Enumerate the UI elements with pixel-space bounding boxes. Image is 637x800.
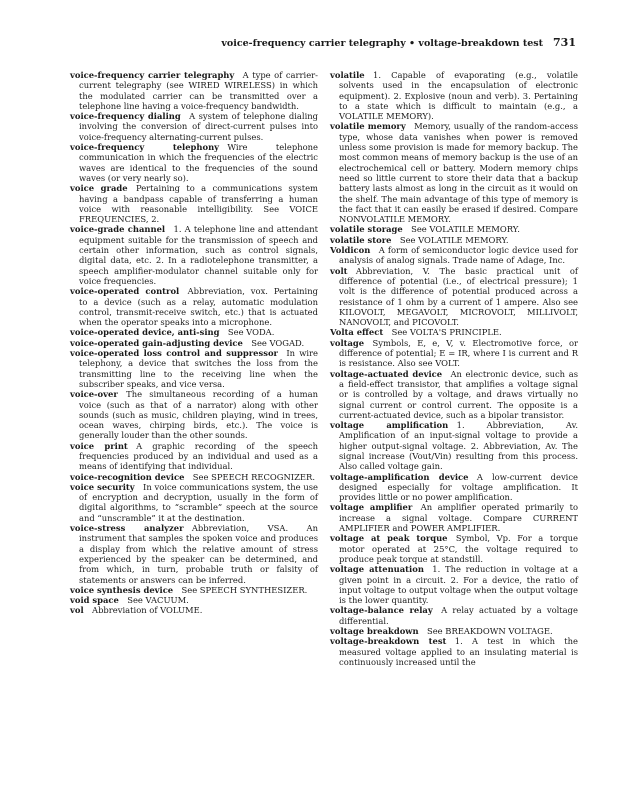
entry-term: voltage (330, 337, 365, 348)
dictionary-entry (70, 441, 318, 472)
dictionary-entry (70, 286, 318, 327)
entry-term: voice-frequency telephony (70, 142, 220, 153)
entry-term: voice grade (70, 183, 128, 194)
entry-term: voice-frequency dialing (70, 111, 181, 122)
entry-term: voice print (70, 440, 128, 451)
entry-definition: 1. The reduction in voltage at a given point in a circuit. 2. For a device, the ratio of input voltage to output voltage when the output voltage is the lower quantity. (339, 564, 578, 606)
entry-term: voltage attenuation (330, 564, 424, 575)
dictionary-entry (330, 564, 578, 605)
entry-term: voice-operated device, anti-sing (70, 327, 220, 338)
dictionary-entry (70, 142, 318, 183)
entry-definition: See VACUUM. (127, 595, 189, 606)
entry-definition: 1. A telephone line and attendant equipment suitable for the transmission of speech and certain other information, such as control signals, digital data, etc. 2. In a radiotelephone transmitter, a speech amplifier-modulator channel suitable only for voice frequencies. (79, 224, 318, 286)
entry-term: volatile memory (330, 121, 406, 132)
entry-term: voltage-breakdown test (330, 636, 447, 647)
entry-term: voice-operated loss control and suppressor (70, 348, 278, 359)
entry-term: void space (70, 595, 119, 606)
entry-definition: See VOLTA'S PRINCIPLE. (391, 327, 502, 338)
entry-definition: Abbreviation, VSA. An instrument that samples the spoken voice and produces a display from which the relative amount of stress experienced by the speaker can be determined, and from which, in turn, probable truth or falsity of statements or answers can be inferred. (79, 523, 318, 585)
entry-term: volatile (330, 70, 365, 80)
entry-term: voice-grade channel (70, 224, 166, 235)
dictionary-entry (330, 70, 578, 121)
entry-definition: See VOLATILE MEMORY. (411, 224, 520, 235)
entry-definition: A system of telephone dialing involving the conversion of direct-current pulses into voice-frequency alternating-current pulses. (79, 111, 318, 142)
entry-term: voice-recognition device (70, 471, 185, 482)
dictionary-entry (70, 595, 318, 605)
dictionary-entry (330, 121, 578, 224)
dictionary-entry (330, 235, 578, 245)
dictionary-entry (330, 533, 578, 564)
dictionary-entry (330, 420, 578, 471)
entry-definition: An electronic device, such as a field-effect transistor, that amplifies a voltage signal or is controlled by a voltage, and draws virtually no signal current or control current. The opposite is a current-actuated device, such as a bipolar transistor. (339, 368, 578, 420)
dictionary-entry (330, 266, 578, 328)
entry-definition: See SPEECH SYNTHESIZER. (181, 584, 308, 595)
entry-definition: The simultaneous recording of a human voice (such as that of a narrator) along with other sounds (such as music, children playing, wind in trees, ocean waves, chirping birds, etc.). The voice is generally louder than the other sounds. (79, 389, 318, 441)
right-column (330, 70, 578, 667)
dictionary-entry (330, 626, 578, 636)
entry-definition: A type of carrier-current telegraphy (see WIRED WIRELESS) in which the modulated carrier can be transmitted over a telephone line having a voice-frequency bandwidth. (79, 70, 318, 111)
entry-definition: 1. A test in which the measured voltage applied to an insulating material is continuously increased until the (339, 636, 578, 667)
entry-definition: Symbols, E, e, V, v. Electromotive force, or difference of potential; E = IR, where I is current and R is resistance. Also see VOLT. (339, 337, 578, 369)
entry-definition: See BREAKDOWN VOLTAGE. (426, 626, 553, 637)
entry-definition: An amplifier operated primarily to increase a signal voltage. Compare CURRENT AMPLIFIER and POWER AMPLIFIER. (339, 502, 578, 534)
dictionary-entry (70, 327, 318, 337)
dictionary-entry (70, 183, 318, 224)
entry-definition: See SPEECH RECOGNIZER. (192, 471, 315, 482)
entry-term: volatile store (330, 234, 392, 245)
entry-definition: Wire telephone communication in which the frequencies of the electric waves are identical to the frequencies of the sound waves (or very nearly so). (79, 142, 318, 183)
entry-definition: Abbreviation of VOLUME. (92, 605, 203, 616)
entry-term: voltage breakdown (330, 626, 419, 637)
entry-term: voice security (70, 481, 135, 492)
entry-term: voice-operated gain-adjusting device (70, 337, 243, 348)
entry-definition: 1. Abbreviation, Av. Amplification of an input-signal voltage to provide a higher output-signal voltage. 2. Abbreviation, Av. The signal increase (Vout/Vin) resulting from this process. Also called voltage gain. (339, 420, 578, 472)
entry-term: voltage amplifier (330, 502, 413, 513)
dictionary-entry (330, 369, 578, 420)
dictionary-entry (330, 224, 578, 234)
entry-term: voltage-amplification device (330, 471, 469, 482)
running-header (70, 36, 576, 49)
entry-term: voltage amplification (330, 420, 449, 431)
dictionary-entry (330, 338, 578, 369)
entry-definition: A relay actuated by a voltage differential. (339, 605, 578, 626)
entry-definition: Abbreviation, vox. Pertaining to a device (such as a relay, automatic modulation control, transmit-receive switch, etc.) that is actuated when the operator speaks into a microphone. (79, 286, 318, 328)
dictionary-entry (70, 224, 318, 286)
entry-term: volatile storage (330, 224, 403, 235)
entry-definition: Memory, usually of the random-access type, whose data vanishes when power is removed unless some provision is made for memory backup. The most common means of memory backup is the use of an electrochemical cell or battery. Modern memory chips need so little current to store their data that a backup battery lasts almost as long in the circuit as it would on the shelf. The main advantage of this type of memory is the fact that it can easily be erased if desired. Compare NONVOLATILE MEMORY. (339, 121, 579, 225)
left-column (70, 70, 318, 616)
entry-term: voice-stress analyzer (70, 523, 184, 534)
entry-definition: A form of semiconductor logic device used for analysis of analog signals. Trade name of Adage, Inc. (339, 245, 578, 266)
entry-term: voltage at peak torque (330, 533, 448, 544)
dictionary-entry (70, 348, 318, 389)
entry-term: Voldicon (330, 245, 371, 256)
entry-definition: 1. Capable of evaporating (e.g., volatile solvents used in the encapsulation of electronic equipment). 2. Explosive (noun and verb). 3. Pertaining to a state which is difficult to maintain (e.g., a VOLATILE MEMORY). (339, 70, 578, 122)
entry-definition: See VODA. (227, 327, 275, 338)
entry-term: voltage-actuated device (330, 368, 443, 379)
entry-definition: See VOGAD. (251, 337, 305, 348)
dictionary-entry (330, 327, 578, 337)
dictionary-entry (330, 636, 578, 667)
dictionary-entry (330, 502, 578, 533)
dictionary-entry (70, 472, 318, 482)
entry-term: voice-over (70, 389, 118, 400)
entry-definition: Symbol, Vp. For a torque motor operated at 25°C, the voltage required to produce peak torque at standstill. (339, 533, 579, 564)
entry-term: voice-frequency carrier telegraphy (70, 70, 235, 80)
dictionary-entry (70, 605, 318, 615)
entry-term: voice-operated control (70, 286, 180, 297)
entry-definition: In wire telephony, a device that switches the loss from the transmitting line to the receiving line when the subscriber speaks, and vice versa. (79, 348, 318, 389)
dictionary-entry (70, 111, 318, 142)
entry-definition: Pertaining to a communications system having a bandpass capable of transferring a human voice with reasonable intelligibility. See VOICE FREQUENCIES, 2. (79, 183, 318, 225)
dictionary-entry (70, 70, 318, 111)
entry-term: volt (330, 265, 348, 276)
entry-term: voice synthesis device (70, 584, 174, 595)
entry-term: Volta effect (330, 327, 384, 338)
dictionary-entry (330, 605, 578, 626)
entry-definition: See VOLATILE MEMORY. (399, 234, 509, 245)
entry-definition: A low-current device designed especially for voltage amplification. It provides little or no power amplification. (339, 471, 579, 503)
entry-term: vol (70, 605, 84, 616)
dictionary-entry (70, 585, 318, 595)
dictionary-entry (330, 245, 578, 266)
header-title: voice-frequency carrier telegraphy • voltage-breakdown test (221, 38, 544, 49)
page-number: 731 (553, 36, 576, 49)
dictionary-entry (330, 472, 578, 503)
entry-definition: Abbreviation, V. The basic practical unit of difference of potential (i.e., of electrical pressure); 1 volt is the difference of potential produced across a resistance of 1 ohm by a current of 1 ampere. Also see KILOVOLT, MEGAVOLT, MICROVOLT, MILLIVOLT, NANOVOLT, and PICOVOLT. (339, 265, 578, 328)
dictionary-entry (70, 523, 318, 585)
dictionary-entry (70, 338, 318, 348)
dictionary-entry (70, 482, 318, 523)
dictionary-entry (70, 389, 318, 440)
entry-term: voltage-balance relay (330, 605, 433, 616)
entry-definition: In voice communications system, the use of encryption and decryption, usually in the form of digital algorithms, to “scramble” speech at the source and “unscramble” it at the destination. (79, 481, 318, 523)
entry-definition: A graphic recording of the speech frequencies produced by an individual and used as a means of identifying that individual. (79, 440, 318, 472)
